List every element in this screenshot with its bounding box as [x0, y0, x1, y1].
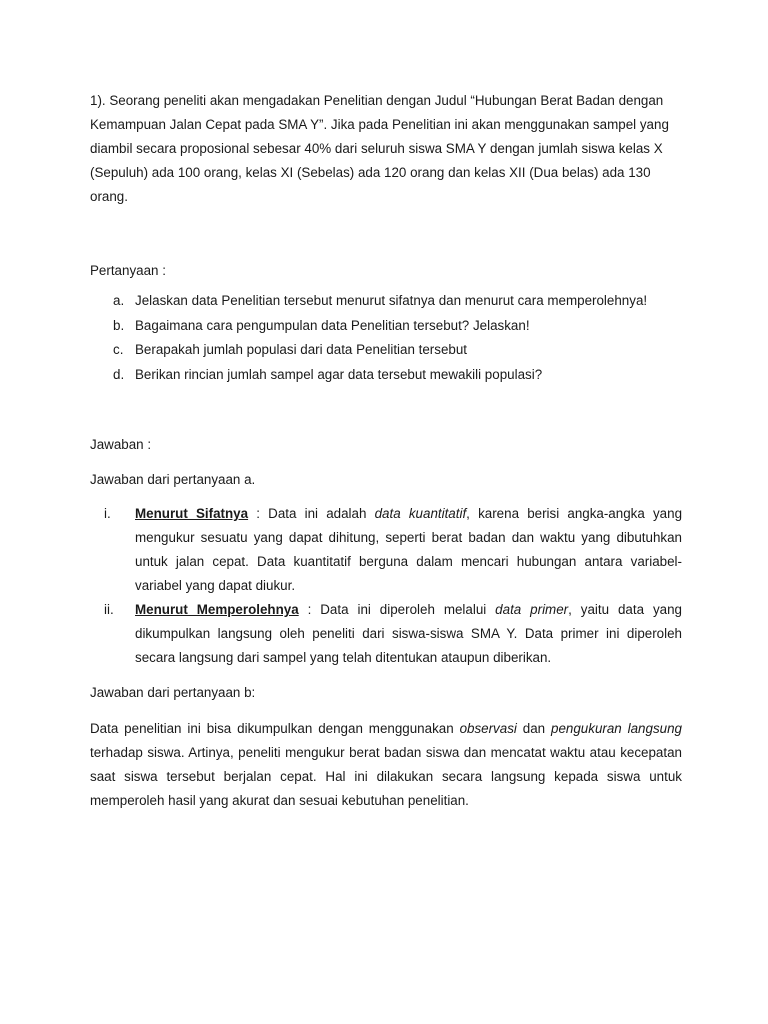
question-item: [90, 363, 682, 388]
answer-text-post: , yaitu data yang dikumpulkan langsung oleh peneliti dari siswa-siswa SMA Y. Data primer ini diperoleh secara langsung dari sampel yang telah ditentukan ataupun diberikan.: [135, 602, 682, 665]
answer-marker: i.: [104, 506, 111, 521]
answer-term: data primer: [495, 602, 569, 617]
problem-statement: 1). Seorang peneliti akan mengadakan Penelitian dengan Judul “Hubungan Berat Badan dengan Kemampuan Jalan Cepat pada SMA Y”. Jika pada Penelitian ini akan menggunakan sampel yang diambil secara proposional sebesar 40% dari seluruh siswa SMA Y dengan jumlah siswa kelas X (Sepuluh) ada 100 orang, kelas XI (Sebelas) ada 120 orang dan kelas XII (Dua belas) ada 130 orang.: [90, 93, 669, 204]
answer-text-pre: : Data ini adalah: [248, 506, 375, 521]
answer-b-heading: Jawaban dari pertanyaan b:: [90, 685, 256, 700]
answer-marker: ii.: [104, 602, 114, 617]
question-text: Bagaimana cara pengumpulan data Penelitian tersebut? Jelaskan!: [135, 317, 530, 333]
answers-heading: Jawaban :: [90, 437, 152, 452]
question-text: Berikan rincian jumlah sampel agar data tersebut mewakili populasi?: [135, 366, 543, 382]
answer-lead: Menurut Memperolehnya: [135, 602, 299, 617]
question-item: [90, 314, 682, 339]
question-text: Jelaskan data Penelitian tersebut menurut sifatnya dan menurut cara memperolehnya!: [135, 293, 648, 308]
question-marker: c.: [113, 342, 124, 357]
question-item: [90, 289, 682, 314]
answer-text-post: , karena berisi angka-angka yang mengukur sesuatu yang dapat dihitung, seperti berat badan dan waktu yang dibutuhkan untuk jalan cepat. Data kuantitatif berguna dalam mencari hubungan antara variabel-variabel yang dapat diukur.: [135, 506, 683, 593]
answer-a-heading: Jawaban dari pertanyaan a.: [90, 472, 256, 487]
document-page: [90, 89, 682, 813]
answer-text-pre: : Data ini diperoleh melalui: [298, 602, 496, 617]
answer-b-mid: dan: [516, 721, 552, 736]
questions-heading: Pertanyaan :: [90, 263, 166, 278]
question-marker: b.: [113, 317, 125, 333]
answer-b-paragraph: [90, 717, 682, 813]
question-item: [90, 338, 682, 363]
answer-term: data kuantitatif: [374, 506, 467, 521]
answer-b-term-1: observasi: [459, 721, 517, 736]
answer-item: [90, 502, 682, 598]
question-text: Berapakah jumlah populasi dari data Penelitian tersebut: [135, 342, 468, 357]
answer-b-term-2: pengukuran langsung: [551, 721, 682, 736]
question-marker: d.: [113, 366, 125, 382]
question-marker: a.: [113, 293, 125, 308]
questions-list: [90, 289, 682, 387]
answer-b-post: terhadap siswa. Artinya, peneliti mengukur berat badan siswa dan mencatat waktu atau kecepatan saat siswa tersebut berjalan cepat. Hal ini dilakukan secara langsung kepada siswa untuk memperoleh hasil yang akurat dan sesuai kebutuhan penelitian.: [90, 745, 682, 808]
answer-item: [90, 598, 682, 670]
answer-b-pre: Data penelitian ini bisa dikumpulkan dengan menggunakan: [90, 721, 460, 736]
answer-lead: Menurut Sifatnya: [135, 506, 249, 521]
answer-a-list: [90, 502, 682, 670]
